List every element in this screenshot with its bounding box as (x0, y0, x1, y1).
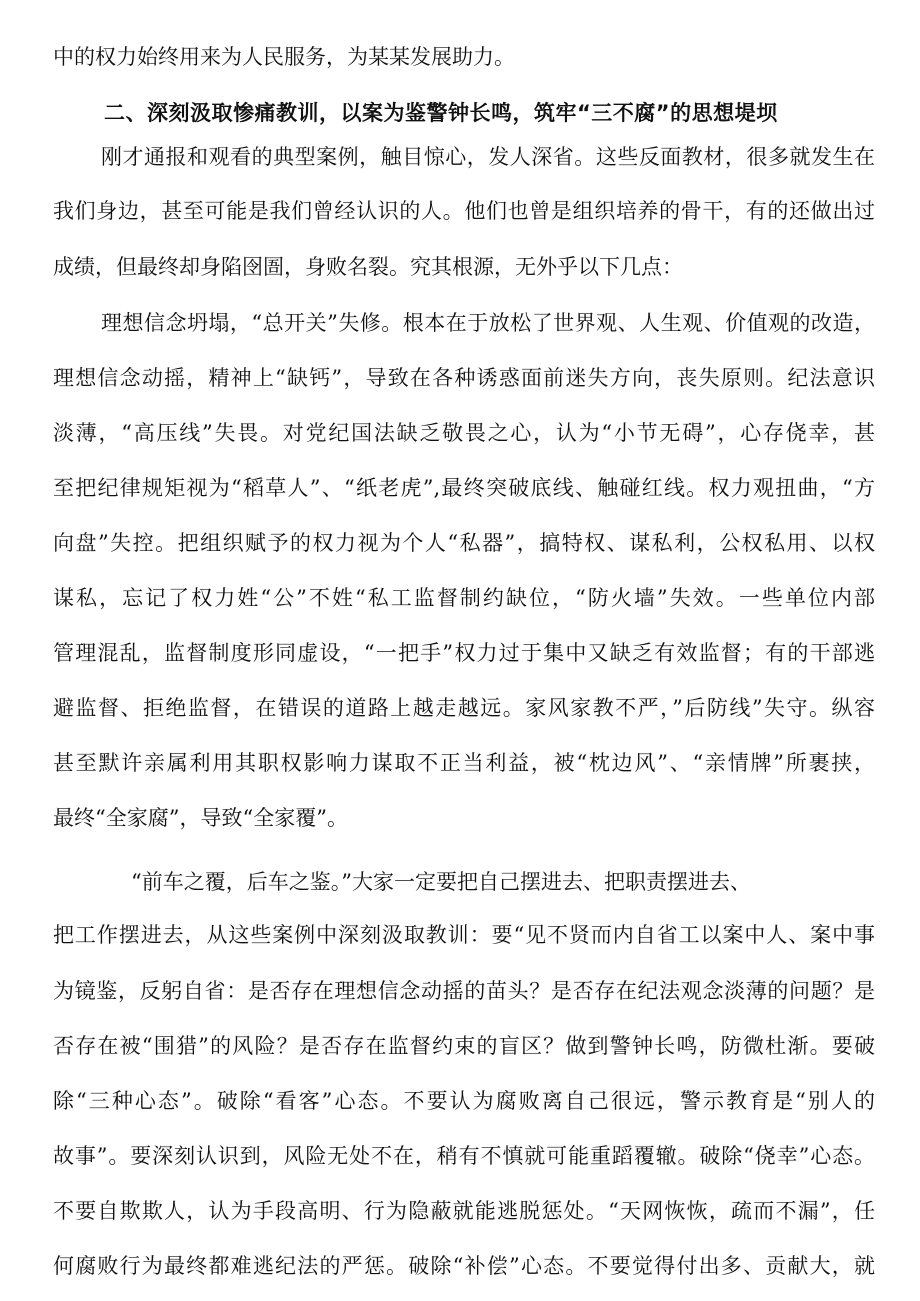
text-line: 向盘”失控。把组织赋予的权力视为个人“私器”，搞特权、谋私利，公权私用、以权 (53, 531, 875, 555)
text-line: 谋私，忘记了权力姓“公”不姓“私工监督制约缺位，“防火墙”失效。一些单位内部 (53, 586, 875, 610)
section-heading: 二、深刻汲取惨痛教训，以案为鉴警钟长鸣，筑牢“三不腐”的思想堤坝 (104, 101, 778, 125)
text-line: 避监督、拒绝监督，在错误的道路上越走越远。家风家教不严，”后防线”失守。纵容 (53, 696, 875, 720)
text-line: 除“三种心态”。破除“看客”心态。不要认为腐败离自己很远，警示教育是“别人的 (53, 1089, 875, 1113)
text-line: 成绩，但最终却身陷囹圄，身败名裂。究其根源，无外乎以下几点： (53, 255, 683, 279)
text-line: “前车之覆，后车之鉴。”大家一定要把自己摆进去、把职责摆进去、 (131, 870, 751, 894)
text-line: 故事”。要深刻认识到，风险无处不在，稍有不慎就可能重蹈覆辙。破除“侥幸”心态。 (53, 1144, 875, 1168)
text-line: 把工作摆进去，从这些案例中深刻汲取教训：要“见不贤而内自省工以案中人、案中事 (53, 923, 875, 947)
text-line: 管理混乱，监督制度形同虚设，“一把手”权力过于集中又缺乏有效监督；有的干部逃 (53, 641, 875, 665)
text-line: 最终“全家腐”，导致“全家覆”。 (53, 806, 348, 830)
text-line: 理想信念动摇，精神上“缺钙”，导致在各种诱惑面前迷失方向，丧失原则。纪法意识 (53, 366, 875, 390)
text-line: 中的权力始终用来为人民服务，为某某发展助力。 (53, 45, 515, 69)
text-line: 理想信念坍塌，“总开关”失修。根本在于放松了世界观、人生观、价值观的改造， (101, 311, 875, 335)
text-line: 我们身边，甚至可能是我们曾经认识的人。他们也曾是组织培养的骨干，有的还做出过 (53, 199, 875, 223)
text-line: 至把纪律规矩视为“稻草人”、“纸老虎”,最终突破底线、触碰红线。权力观扭曲，“方 (53, 476, 875, 500)
text-line: 何腐败行为最终都难逃纪法的严惩。破除“补偿”心态。不要觉得付出多、贡献大，就 (53, 1254, 875, 1278)
text-line: 不要自欺欺人，认为手段高明、行为隐蔽就能逃脱惩处。“天网恢恢，疏而不漏”，任 (53, 1199, 875, 1223)
text-line: 刚才通报和观看的典型案例，触目惊心，发人深省。这些反面教材，很多就发生在 (101, 145, 875, 169)
text-line: 淡薄，“高压线”失畏。对党纪国法缺乏敬畏之心，认为“小节无碍”，心存侥幸，甚 (53, 421, 875, 445)
text-line: 否存在被“围猎”的风险？是否存在监督约束的盲区？做到警钟长鸣，防微杜渐。要破 (53, 1034, 875, 1058)
text-line: 甚至默许亲属利用其职权影响力谋取不正当利益，被“枕边风”、“亲情牌”所裹挟， (53, 751, 875, 775)
text-line: 为镜鉴，反躬自省：是否存在理想信念动摇的苗头？是否存在纪法观念淡薄的问题？是 (53, 979, 875, 1003)
